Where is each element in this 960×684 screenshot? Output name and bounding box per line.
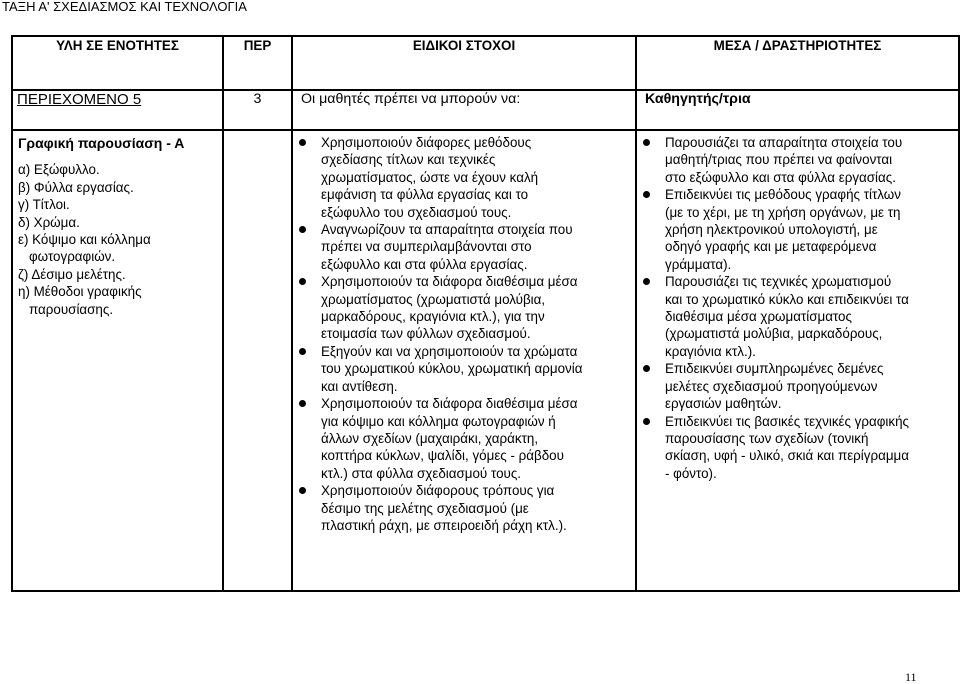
content-item-text: γ) Τίτλοι.: [18, 197, 70, 213]
header-objectives: ΕΙΔΙΚΟΙ ΣΤΟΧΟΙ: [292, 36, 636, 90]
header-content-units: ΥΛΗ ΣΕ ΕΝΟΤΗΤΕΣ: [12, 36, 223, 90]
activity-item-line: διαθέσιμα μέσα χρωματίσματος: [665, 309, 852, 325]
objective-item-line: για κόψιμο και κόλλημα φωτογραφιών ή: [321, 413, 556, 429]
bullet-icon: [643, 139, 650, 146]
activity-item-line: Παρουσιάζει τα απαραίτητα στοιχεία του: [665, 135, 903, 150]
objective-item-line: και αντίθεση.: [321, 378, 398, 394]
activity-item-line: χρήση ηλεκτρονικού υπολογιστή, με: [665, 222, 878, 238]
activity-item-line: μελέτες σχεδιασμού προηγούμενων: [665, 378, 878, 394]
bullet-icon: [299, 348, 306, 355]
content-item: [18, 179, 218, 196]
objective-item-line: χρωματίσματος, ώστε να έχουν καλή: [321, 169, 539, 185]
content-item: [18, 231, 218, 266]
activity-item: [637, 413, 954, 483]
content-item: [18, 214, 218, 231]
objective-item-line: Χρησιμοποιούν τα διάφορα διαθέσιμα μέσα: [321, 274, 578, 290]
objective-item-line: πλαστική ράχη, με σπειροειδή ράχη κτλ.).: [321, 517, 567, 533]
activity-item-line: σκίαση, υφή - υλικό, σκιά και περίγραμμα: [665, 448, 909, 464]
content-item: [18, 283, 218, 318]
content-label-cell: [12, 90, 223, 130]
activity-item-line: (χρωματιστά μολύβια, μαρκαδόρους,: [665, 326, 883, 342]
content-item-continuation: παρουσίασης.: [29, 301, 114, 317]
bullet-icon: [299, 487, 306, 494]
content-item-text: ε) Κόψιμο και κόλλημα: [18, 232, 151, 248]
bullet-icon: [643, 191, 650, 198]
objective-item: [293, 395, 625, 482]
objective-item-line: δέσιμο της μελέτης σχεδιασμού (με: [321, 500, 529, 516]
periods-cell: [223, 130, 292, 591]
activity-item-line: και το χρωματικό κύκλο και επιδεικνύει τα: [665, 291, 909, 307]
objective-item-line: Χρησιμοποιούν διάφορους τρόπους για: [321, 483, 555, 499]
objective-item-line: κοπτήρα κύκλων, ψαλίδι, γόμες - ράβδου: [321, 448, 564, 464]
objectives-cell: [292, 130, 636, 591]
content-item-text: ζ) Δέσιμο μελέτης.: [18, 266, 126, 282]
content-item-continuation: φωτογραφιών.: [29, 249, 116, 265]
activity-item-line: Επιδεικνύει συμπληρωμένες δεμένες: [665, 361, 884, 377]
objective-item-line: Χρησιμοποιούν τα διάφορα διαθέσιμα μέσα: [321, 396, 578, 412]
content-item: [18, 196, 218, 213]
body-row: [12, 130, 959, 591]
activity-item-line: εργασιών μαθητών.: [665, 396, 782, 412]
bullet-icon: [299, 400, 306, 407]
subheader-row: [12, 90, 959, 130]
objective-item-line: εξώφυλλο και στα φύλλα εργασίας.: [321, 256, 528, 272]
activity-item: [637, 134, 954, 186]
objectives-list: [293, 131, 625, 534]
bullet-icon: [643, 365, 650, 372]
curriculum-table: [11, 35, 960, 592]
bullet-icon: [643, 418, 650, 425]
activities-list: [637, 131, 954, 482]
objective-item-line: ετοιμασία των φύλλων σχεδιασμού.: [321, 326, 531, 342]
objective-item-line: κτλ.) στα φύλλα σχεδιασμού τους.: [321, 465, 522, 481]
objective-item-line: σχεδίασης τίτλων και τεχνικές: [321, 152, 496, 168]
bullet-icon: [643, 278, 650, 285]
content-item-text: δ) Χρώμα.: [18, 214, 80, 230]
bullet-icon: [299, 139, 306, 146]
content-item-text: β) Φύλλα εργασίας.: [18, 179, 134, 195]
objective-item-line: χρωματίσματος (χρωματιστά μολύβια,: [321, 291, 546, 307]
activity-item-line: Επιδεικνύει τις βασικές τεχνικές γραφικής: [665, 413, 909, 429]
content-list: [17, 161, 218, 318]
objective-item-line: Αναγνωρίζουν τα απαραίτητα στοιχεία που: [321, 222, 573, 238]
activity-item-line: Επιδεικνύει τις μεθόδους γραφής τίτλων: [665, 187, 901, 203]
content-cell: [12, 130, 223, 591]
activity-item-line: γράμματα).: [665, 256, 732, 272]
objective-item: [293, 343, 625, 395]
objective-item: [293, 134, 625, 221]
objective-item-line: Εξηγούν και να χρησιμοποιούν τα χρώματα: [321, 343, 578, 359]
content-item: [18, 266, 218, 283]
document-title: ΤΑΞΗ Α' ΣΧΕΔΙΑΣΜΟΣ ΚΑΙ ΤΕΧΝΟΛΟΓΙΑ: [2, 0, 247, 14]
periods-value: 3: [223, 90, 292, 130]
content-item-text: η) Μέθοδοι γραφικής: [18, 284, 142, 300]
objective-item: [293, 482, 625, 534]
objective-item-line: Χρησιμοποιούν διάφορες μεθόδους: [321, 135, 532, 150]
content-item: [18, 161, 218, 178]
activity-item-line: οδηγό γραφής και με μεταφερόμενα: [665, 239, 877, 255]
content-item-text: α) Εξώφυλλο.: [18, 162, 100, 178]
activity-item: [637, 360, 954, 412]
activity-item-line: μαθητή/τριας που πρέπει να φαίνονται: [665, 152, 893, 168]
content-label: ΠΕΡΙΕΧΟΜΕΝΟ 5: [17, 91, 142, 108]
activity-item-line: παρουσίασης των σχεδίων (τονική: [665, 430, 869, 446]
objectives-intro: Οι μαθητές πρέπει να μπορούν να:: [292, 90, 636, 130]
objective-item-line: εμφάνιση τα φύλλα εργασίας και το: [321, 187, 529, 203]
activity-item: [637, 186, 954, 273]
activity-item-line: στο εξώφυλλο και στα φύλλα εργασίας.: [665, 169, 896, 185]
objective-item-line: πρέπει να συμπεριλαμβάνονται στο: [321, 239, 532, 255]
teacher-label: Καθηγητής/τρια: [636, 90, 959, 130]
activity-item-line: κραγιόνια κτλ.).: [665, 343, 756, 359]
page-number: 11: [905, 670, 917, 684]
objective-item: [293, 221, 625, 273]
activity-item-line: Παρουσιάζει τις τεχνικές χρωματισμού: [665, 274, 892, 290]
objective-item-line: εξώφυλλο του σχεδιασμού τους.: [321, 204, 512, 220]
activity-item-line: (με το χέρι, με τη χρήση οργάνων, με τη: [665, 204, 901, 220]
section-title: Γραφική παρουσίαση - Α: [18, 135, 185, 151]
activity-item-line: - φόντο).: [665, 465, 717, 481]
bullet-icon: [299, 278, 306, 285]
objective-item-line: του χρωματικού κύκλου, χρωματική αρμονία: [321, 361, 583, 377]
header-periods: ΠΕΡ: [223, 36, 292, 90]
header-row: [12, 36, 959, 90]
objective-item-line: μαρκαδόρους, κραγιόνια κτλ.), για την: [321, 309, 545, 325]
activity-item: [637, 273, 954, 360]
objective-item: [293, 273, 625, 343]
bullet-icon: [299, 226, 306, 233]
activities-cell: [636, 130, 959, 591]
header-activities: ΜΕΣΑ / ΔΡΑΣΤΗΡΙΟΤΗΤΕΣ: [636, 36, 959, 90]
objective-item-line: άλλων σχεδίων (μαχαιράκι, χαράκτη,: [321, 430, 539, 446]
